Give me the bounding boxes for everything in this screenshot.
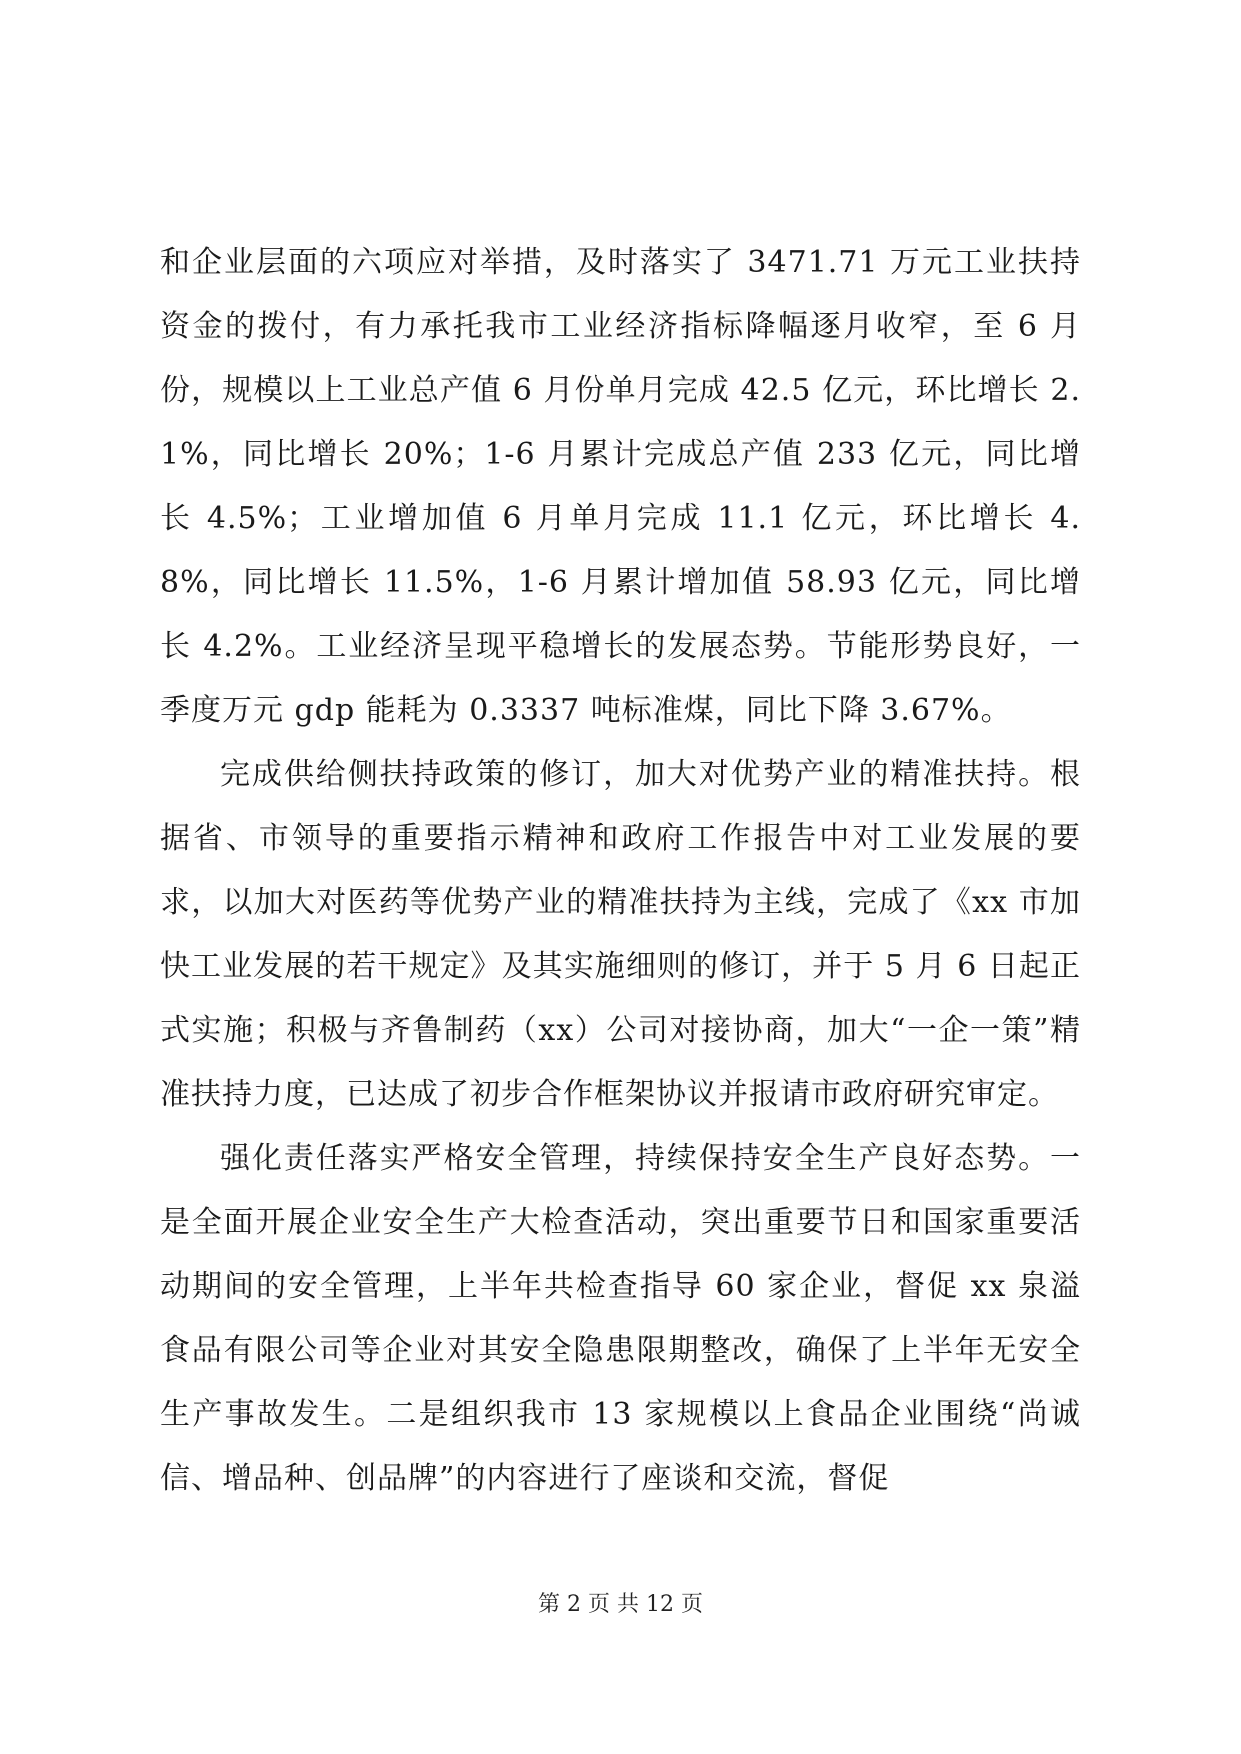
document-body bbox=[160, 231, 1081, 1511]
paragraph-1: 和企业层面的六项应对举措，及时落实了 3471.71 万元工业扶持资金的拨付，有力承托我市工业经济指标降幅逐月收窄，至 6 月份，规模以上工业总产值 6 月份单月完成 42.5 亿元，环比增长 2.1%，同比增长 20%；1-6 月累计完成总产值 233 亿元，同比增长 4.5%；工业增加值 6 月单月完成 11.1 亿元，环比增长 4.8%，同比增长 11.5%，1-6 月累计增加值 58.93 亿元，同比增长 4.2%。工业经济呈现平稳增长的发展态势。节能形势良好，一季度万元 gdp 能耗为 0.3337 吨标准煤，同比下降 3.67%。 bbox=[160, 245, 1081, 728]
paragraph-3: 强化责任落实严格安全管理，持续保持安全生产良好态势。一是全面开展企业安全生产大检查活动，突出重要节日和国家重要活动期间的安全管理，上半年共检查指导 60 家企业，督促 xx 泉溢食品有限公司等企业对其安全隐患限期整改，确保了上半年无安全生产事故发生。二是组织我市 13 家规模以上食品企业围绕“尚诚信、增品种、创品牌”的内容进行了座谈和交流，督促 bbox=[160, 1141, 1081, 1496]
paragraph-2: 完成供给侧扶持政策的修订，加大对优势产业的精准扶持。根据省、市领导的重要指示精神和政府工作报告中对工业发展的要求，以加大对医药等优势产业的精准扶持为主线，完成了《xx 市加快工业发展的若干规定》及其实施细则的修订，并于 5 月 6 日起正式实施；积极与齐鲁制药（xx）公司对接协商，加大“一企一策”精准扶持力度，已达成了初步合作框架协议并报请市政府研究审定。 bbox=[160, 757, 1081, 1112]
page-number-footer: 第 2 页 共 12 页 bbox=[538, 1592, 703, 1617]
